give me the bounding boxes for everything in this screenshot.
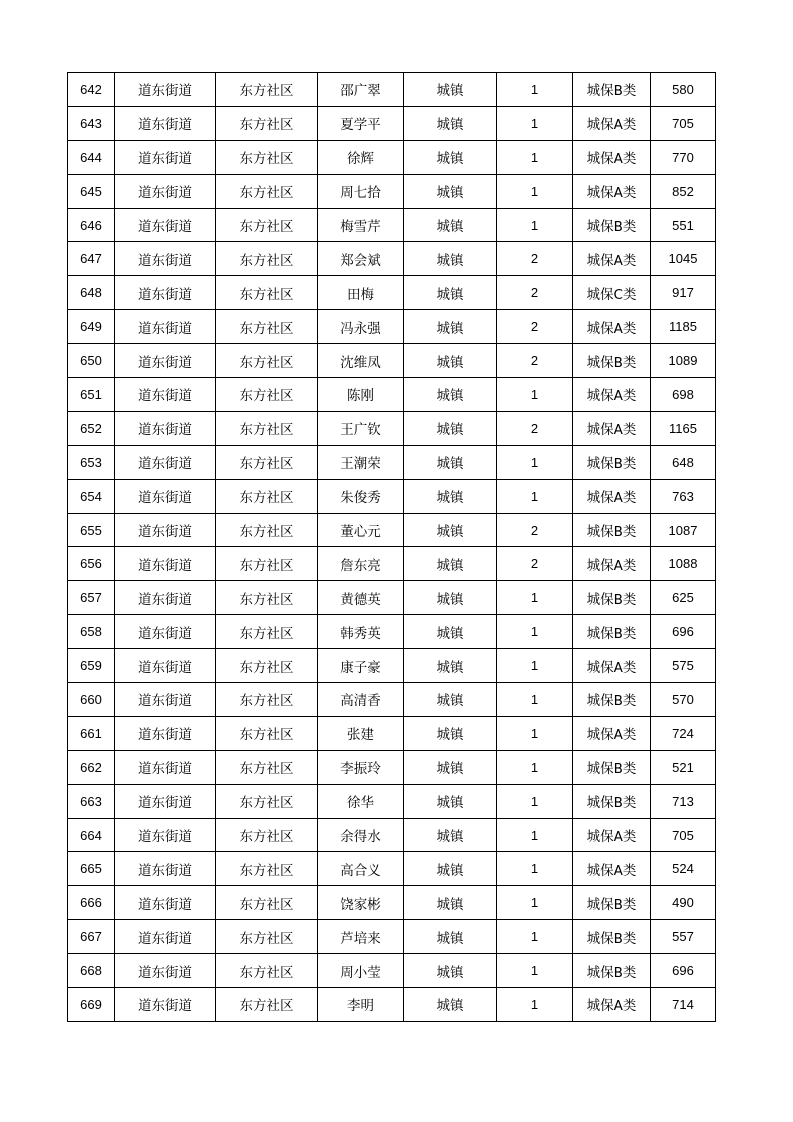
street-cell: 道东街道	[115, 73, 216, 107]
serial-number-cell: 644	[68, 140, 115, 174]
member-count-cell: 1	[497, 615, 573, 649]
table-row	[68, 513, 716, 547]
community-cell: 东方社区	[216, 276, 318, 310]
member-count-cell: 1	[497, 852, 573, 886]
street-cell: 道东街道	[115, 750, 216, 784]
amount-cell: 763	[651, 479, 716, 513]
serial-number-cell: 649	[68, 310, 115, 344]
street-cell: 道东街道	[115, 886, 216, 920]
household-type-cell: 城镇	[404, 716, 497, 750]
household-type-cell: 城镇	[404, 411, 497, 445]
household-type-cell: 城镇	[404, 547, 497, 581]
household-type-cell: 城镇	[404, 445, 497, 479]
community-cell: 东方社区	[216, 581, 318, 615]
table-row	[68, 886, 716, 920]
community-cell: 东方社区	[216, 310, 318, 344]
table-row	[68, 547, 716, 581]
person-name-cell: 田梅	[318, 276, 404, 310]
member-count-cell: 1	[497, 683, 573, 717]
community-cell: 东方社区	[216, 852, 318, 886]
amount-cell: 551	[651, 208, 716, 242]
street-cell: 道东街道	[115, 310, 216, 344]
community-cell: 东方社区	[216, 683, 318, 717]
household-type-cell: 城镇	[404, 649, 497, 683]
member-count-cell: 2	[497, 242, 573, 276]
person-name-cell: 余得水	[318, 818, 404, 852]
household-type-cell: 城镇	[404, 920, 497, 954]
category-cell: 城保B类	[573, 581, 651, 615]
category-cell: 城保A类	[573, 852, 651, 886]
serial-number-cell: 647	[68, 242, 115, 276]
person-name-cell: 陈刚	[318, 378, 404, 412]
amount-cell: 724	[651, 716, 716, 750]
community-cell: 东方社区	[216, 920, 318, 954]
community-cell: 东方社区	[216, 479, 318, 513]
person-name-cell: 冯永强	[318, 310, 404, 344]
member-count-cell: 1	[497, 920, 573, 954]
member-count-cell: 1	[497, 140, 573, 174]
person-name-cell: 徐华	[318, 784, 404, 818]
member-count-cell: 2	[497, 547, 573, 581]
person-name-cell: 康子豪	[318, 649, 404, 683]
household-type-cell: 城镇	[404, 208, 497, 242]
street-cell: 道东街道	[115, 479, 216, 513]
person-name-cell: 王潮荣	[318, 445, 404, 479]
street-cell: 道东街道	[115, 615, 216, 649]
table-row	[68, 581, 716, 615]
household-type-cell: 城镇	[404, 886, 497, 920]
category-cell: 城保B类	[573, 954, 651, 988]
household-type-cell: 城镇	[404, 276, 497, 310]
person-name-cell: 高清香	[318, 683, 404, 717]
amount-cell: 1045	[651, 242, 716, 276]
street-cell: 道东街道	[115, 513, 216, 547]
person-name-cell: 张建	[318, 716, 404, 750]
member-count-cell: 1	[497, 818, 573, 852]
amount-cell: 1165	[651, 411, 716, 445]
amount-cell: 705	[651, 818, 716, 852]
member-count-cell: 1	[497, 174, 573, 208]
street-cell: 道东街道	[115, 818, 216, 852]
table-row	[68, 445, 716, 479]
table-row	[68, 988, 716, 1022]
serial-number-cell: 668	[68, 954, 115, 988]
member-count-cell: 1	[497, 886, 573, 920]
category-cell: 城保A类	[573, 716, 651, 750]
member-count-cell: 1	[497, 73, 573, 107]
household-type-cell: 城镇	[404, 513, 497, 547]
amount-cell: 1088	[651, 547, 716, 581]
household-type-cell: 城镇	[404, 344, 497, 378]
person-name-cell: 夏学平	[318, 106, 404, 140]
table-row	[68, 310, 716, 344]
household-type-cell: 城镇	[404, 174, 497, 208]
member-count-cell: 1	[497, 784, 573, 818]
person-name-cell: 朱俊秀	[318, 479, 404, 513]
street-cell: 道东街道	[115, 954, 216, 988]
community-cell: 东方社区	[216, 174, 318, 208]
table-row	[68, 716, 716, 750]
household-type-cell: 城镇	[404, 310, 497, 344]
member-count-cell: 1	[497, 479, 573, 513]
table-row	[68, 174, 716, 208]
amount-cell: 698	[651, 378, 716, 412]
community-cell: 东方社区	[216, 378, 318, 412]
serial-number-cell: 655	[68, 513, 115, 547]
person-name-cell: 沈维凤	[318, 344, 404, 378]
street-cell: 道东街道	[115, 140, 216, 174]
category-cell: 城保B类	[573, 920, 651, 954]
serial-number-cell: 652	[68, 411, 115, 445]
amount-cell: 524	[651, 852, 716, 886]
serial-number-cell: 661	[68, 716, 115, 750]
community-cell: 东方社区	[216, 106, 318, 140]
community-cell: 东方社区	[216, 716, 318, 750]
serial-number-cell: 643	[68, 106, 115, 140]
amount-cell: 580	[651, 73, 716, 107]
household-type-cell: 城镇	[404, 818, 497, 852]
member-count-cell: 2	[497, 411, 573, 445]
community-cell: 东方社区	[216, 140, 318, 174]
community-cell: 东方社区	[216, 547, 318, 581]
amount-cell: 852	[651, 174, 716, 208]
category-cell: 城保A类	[573, 479, 651, 513]
person-name-cell: 徐辉	[318, 140, 404, 174]
category-cell: 城保A类	[573, 242, 651, 276]
serial-number-cell: 669	[68, 988, 115, 1022]
person-name-cell: 詹东亮	[318, 547, 404, 581]
category-cell: 城保B类	[573, 344, 651, 378]
amount-cell: 575	[651, 649, 716, 683]
community-cell: 东方社区	[216, 411, 318, 445]
member-count-cell: 1	[497, 581, 573, 615]
category-cell: 城保B类	[573, 750, 651, 784]
amount-cell: 625	[651, 581, 716, 615]
household-type-cell: 城镇	[404, 988, 497, 1022]
table-row	[68, 242, 716, 276]
amount-cell: 1087	[651, 513, 716, 547]
community-cell: 东方社区	[216, 242, 318, 276]
category-cell: 城保A类	[573, 411, 651, 445]
household-type-cell: 城镇	[404, 750, 497, 784]
category-cell: 城保B类	[573, 73, 651, 107]
amount-cell: 770	[651, 140, 716, 174]
amount-cell: 570	[651, 683, 716, 717]
category-cell: 城保A类	[573, 988, 651, 1022]
household-type-cell: 城镇	[404, 784, 497, 818]
street-cell: 道东街道	[115, 852, 216, 886]
table-row	[68, 649, 716, 683]
category-cell: 城保A类	[573, 547, 651, 581]
table-row	[68, 344, 716, 378]
member-count-cell: 1	[497, 750, 573, 784]
community-cell: 东方社区	[216, 886, 318, 920]
table-row	[68, 920, 716, 954]
street-cell: 道东街道	[115, 649, 216, 683]
amount-cell: 521	[651, 750, 716, 784]
person-name-cell: 周七拾	[318, 174, 404, 208]
category-cell: 城保A类	[573, 310, 651, 344]
amount-cell: 714	[651, 988, 716, 1022]
amount-cell: 705	[651, 106, 716, 140]
community-cell: 东方社区	[216, 954, 318, 988]
person-name-cell: 王广钦	[318, 411, 404, 445]
table-row	[68, 106, 716, 140]
community-cell: 东方社区	[216, 988, 318, 1022]
amount-cell: 696	[651, 615, 716, 649]
table-row	[68, 411, 716, 445]
category-cell: 城保B类	[573, 784, 651, 818]
category-cell: 城保A类	[573, 378, 651, 412]
table-row	[68, 784, 716, 818]
member-count-cell: 2	[497, 276, 573, 310]
street-cell: 道东街道	[115, 784, 216, 818]
person-name-cell: 李明	[318, 988, 404, 1022]
table-row	[68, 818, 716, 852]
serial-number-cell: 654	[68, 479, 115, 513]
serial-number-cell: 650	[68, 344, 115, 378]
category-cell: 城保B类	[573, 445, 651, 479]
person-name-cell: 芦培来	[318, 920, 404, 954]
category-cell: 城保A类	[573, 106, 651, 140]
serial-number-cell: 664	[68, 818, 115, 852]
serial-number-cell: 656	[68, 547, 115, 581]
serial-number-cell: 651	[68, 378, 115, 412]
household-type-cell: 城镇	[404, 140, 497, 174]
category-cell: 城保B类	[573, 615, 651, 649]
street-cell: 道东街道	[115, 547, 216, 581]
household-type-cell: 城镇	[404, 106, 497, 140]
table-row	[68, 276, 716, 310]
table-row	[68, 378, 716, 412]
member-count-cell: 1	[497, 378, 573, 412]
table-row	[68, 750, 716, 784]
serial-number-cell: 653	[68, 445, 115, 479]
street-cell: 道东街道	[115, 716, 216, 750]
street-cell: 道东街道	[115, 683, 216, 717]
person-name-cell: 董心元	[318, 513, 404, 547]
street-cell: 道东街道	[115, 208, 216, 242]
serial-number-cell: 660	[68, 683, 115, 717]
street-cell: 道东街道	[115, 445, 216, 479]
serial-number-cell: 659	[68, 649, 115, 683]
member-count-cell: 1	[497, 954, 573, 988]
person-name-cell: 黄德英	[318, 581, 404, 615]
member-count-cell: 2	[497, 513, 573, 547]
person-name-cell: 周小莹	[318, 954, 404, 988]
category-cell: 城保C类	[573, 276, 651, 310]
street-cell: 道东街道	[115, 174, 216, 208]
table-row	[68, 683, 716, 717]
amount-cell: 490	[651, 886, 716, 920]
serial-number-cell: 662	[68, 750, 115, 784]
household-type-cell: 城镇	[404, 954, 497, 988]
household-type-cell: 城镇	[404, 378, 497, 412]
amount-cell: 696	[651, 954, 716, 988]
amount-cell: 713	[651, 784, 716, 818]
serial-number-cell: 646	[68, 208, 115, 242]
member-count-cell: 1	[497, 208, 573, 242]
person-name-cell: 高合义	[318, 852, 404, 886]
community-cell: 东方社区	[216, 750, 318, 784]
member-count-cell: 1	[497, 445, 573, 479]
community-cell: 东方社区	[216, 73, 318, 107]
community-cell: 东方社区	[216, 208, 318, 242]
serial-number-cell: 665	[68, 852, 115, 886]
street-cell: 道东街道	[115, 344, 216, 378]
amount-cell: 648	[651, 445, 716, 479]
category-cell: 城保A类	[573, 818, 651, 852]
household-type-cell: 城镇	[404, 852, 497, 886]
street-cell: 道东街道	[115, 988, 216, 1022]
street-cell: 道东街道	[115, 920, 216, 954]
member-count-cell: 1	[497, 988, 573, 1022]
amount-cell: 1089	[651, 344, 716, 378]
serial-number-cell: 645	[68, 174, 115, 208]
serial-number-cell: 657	[68, 581, 115, 615]
table-row	[68, 208, 716, 242]
category-cell: 城保A类	[573, 174, 651, 208]
table-row	[68, 615, 716, 649]
member-count-cell: 2	[497, 310, 573, 344]
category-cell: 城保B类	[573, 208, 651, 242]
member-count-cell: 1	[497, 106, 573, 140]
table-row	[68, 73, 716, 107]
serial-number-cell: 666	[68, 886, 115, 920]
household-type-cell: 城镇	[404, 615, 497, 649]
person-name-cell: 梅雪芹	[318, 208, 404, 242]
community-cell: 东方社区	[216, 784, 318, 818]
street-cell: 道东街道	[115, 106, 216, 140]
table-row	[68, 479, 716, 513]
table-row	[68, 140, 716, 174]
household-type-cell: 城镇	[404, 479, 497, 513]
serial-number-cell: 648	[68, 276, 115, 310]
street-cell: 道东街道	[115, 581, 216, 615]
person-name-cell: 韩秀英	[318, 615, 404, 649]
category-cell: 城保B类	[573, 886, 651, 920]
member-count-cell: 2	[497, 344, 573, 378]
category-cell: 城保B类	[573, 513, 651, 547]
household-type-cell: 城镇	[404, 581, 497, 615]
person-name-cell: 郑会斌	[318, 242, 404, 276]
amount-cell: 557	[651, 920, 716, 954]
serial-number-cell: 663	[68, 784, 115, 818]
serial-number-cell: 667	[68, 920, 115, 954]
roster-table	[67, 72, 716, 1022]
member-count-cell: 1	[497, 716, 573, 750]
household-type-cell: 城镇	[404, 683, 497, 717]
person-name-cell: 邵广翠	[318, 73, 404, 107]
member-count-cell: 1	[497, 649, 573, 683]
community-cell: 东方社区	[216, 615, 318, 649]
person-name-cell: 李振玲	[318, 750, 404, 784]
street-cell: 道东街道	[115, 378, 216, 412]
street-cell: 道东街道	[115, 242, 216, 276]
community-cell: 东方社区	[216, 513, 318, 547]
serial-number-cell: 642	[68, 73, 115, 107]
person-name-cell: 饶家彬	[318, 886, 404, 920]
community-cell: 东方社区	[216, 344, 318, 378]
category-cell: 城保B类	[573, 683, 651, 717]
community-cell: 东方社区	[216, 445, 318, 479]
amount-cell: 917	[651, 276, 716, 310]
community-cell: 东方社区	[216, 818, 318, 852]
street-cell: 道东街道	[115, 411, 216, 445]
table-row	[68, 852, 716, 886]
household-type-cell: 城镇	[404, 73, 497, 107]
table-row	[68, 954, 716, 988]
community-cell: 东方社区	[216, 649, 318, 683]
roster-body	[68, 73, 716, 1022]
serial-number-cell: 658	[68, 615, 115, 649]
category-cell: 城保A类	[573, 649, 651, 683]
household-type-cell: 城镇	[404, 242, 497, 276]
amount-cell: 1185	[651, 310, 716, 344]
category-cell: 城保A类	[573, 140, 651, 174]
street-cell: 道东街道	[115, 276, 216, 310]
